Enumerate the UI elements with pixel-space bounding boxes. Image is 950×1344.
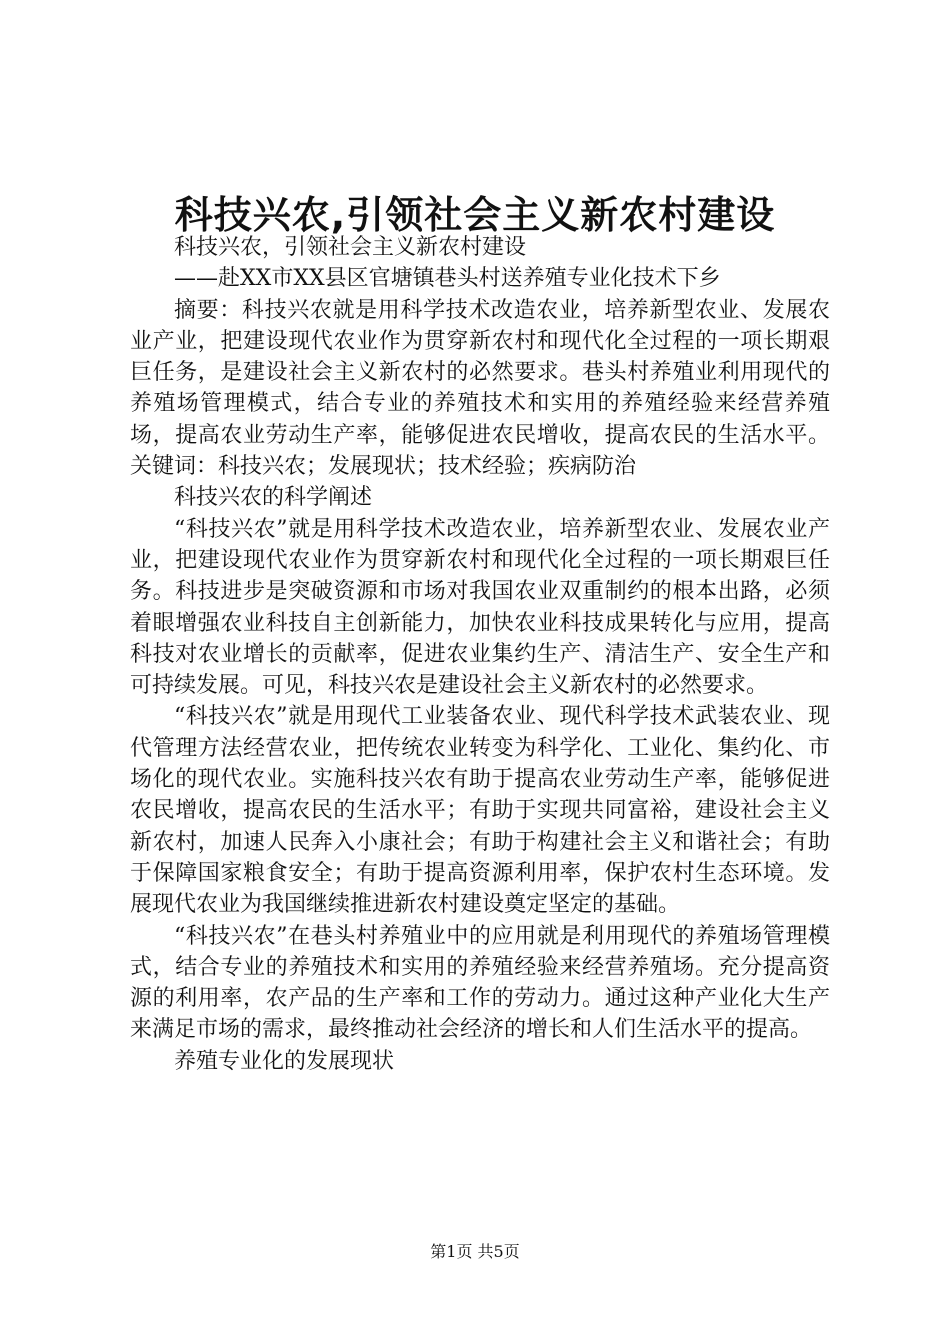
body-paragraph: “科技兴农”在巷头村养殖业中的应用就是利用现代的养殖场管理模式，结合专业的养殖技术和实用的养殖经验来经营养殖场。充分提高资源的利用率，农产品的生产率和工作的劳动力。通过这种产业化大生产来满足市场的需求，最终推动社会经济的增长和人们生活水平的提高。 <box>130 923 830 1043</box>
body-paragraph: “科技兴农”就是用现代工业装备农业、现代科学技术武装农业、现代管理方法经营农业，把传统农业转变为科学化、工业化、集约化、市场化的现代农业。实施科技兴农有助于提高农业劳动生产率，能够促进农民增收，提高农民的生活水平；有助于实现共同富裕，建设社会主义新农村，加速人民奔入小康社会；有助于构建社会主义和谐社会；有助于保障国家粮食安全；有助于提高资源利用率，保护农村生态环境。发展现代农业为我国继续推进新农村建设奠定坚定的基础。 <box>130 704 830 918</box>
document-sub-subtitle: ——赴XX市XX县区官塘镇巷头村送养殖专业化技术下乡 <box>174 266 721 292</box>
section-heading-development-status: 养殖专业化的发展现状 <box>174 1048 395 1074</box>
document-title: 科技兴农,引领社会主义新农村建设 <box>174 193 776 237</box>
document-body <box>130 232 830 1077</box>
abstract-paragraph: 摘要：科技兴农就是用科学技术改造农业，培养新型农业、发展农业产业，把建设现代农业作为贯穿新农村和现代化全过程的一项长期艰巨任务，是建设社会主义新农村的必然要求。巷头村养殖业利用现代的养殖场管理模式，结合专业的养殖技术和实用的养殖经验来经营养殖场，提高农业劳动生产率，能够促进农民增收，提高农民的生活水平。关键词：科技兴农；发展现状；技术经验；疾病防治 <box>130 297 830 480</box>
document-subtitle: 科技兴农，引领社会主义新农村建设 <box>174 235 527 260</box>
section-heading-scientific-explanation: 科技兴农的科学阐述 <box>174 485 373 511</box>
page-number-footer: 第1页 共5页 <box>430 1242 520 1261</box>
body-paragraph: “科技兴农”就是用科学技术改造农业，培养新型农业、发展农业产业，把建设现代农业作为贯穿新农村和现代化全过程的一项长期艰巨任务。科技进步是突破资源和市场对我国农业双重制约的根本出路，必须着眼增强农业科技自主创新能力，加快农业科技成果转化与应用，提高科技对农业增长的贡献率，促进农业集约生产、清洁生产、安全生产和可持续发展。可见，科技兴农是建设社会主义新农村的必然要求。 <box>130 516 830 699</box>
